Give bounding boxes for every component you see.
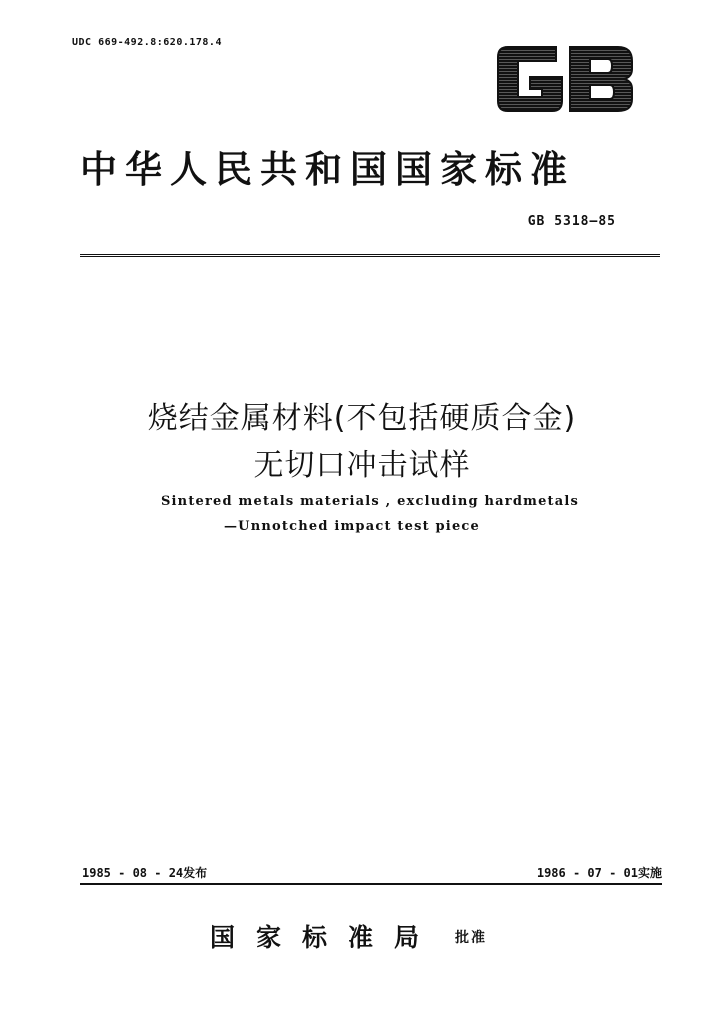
gb-logo	[494, 43, 636, 115]
issue-date: 1985 - 08 - 24发布	[82, 866, 208, 880]
gb-logo-graphic	[494, 43, 636, 115]
udc-code: UDC 669-492.8:620.178.4	[72, 37, 222, 48]
approval-label: 批准	[455, 930, 487, 946]
english-title-line-1: Sintered metals materials , excluding hardmetals	[160, 494, 580, 509]
chinese-title-line-2: 无切口冲击试样	[253, 448, 471, 483]
chinese-title-line-1: 烧结金属材料(不包括硬质合金)	[147, 401, 577, 436]
standard-number: GB 5318—85	[527, 214, 616, 229]
implementation-date: 1986 - 07 - 01实施	[536, 866, 662, 880]
english-title-line-2: —Unnotched impact test piece	[223, 519, 481, 534]
header-divider	[80, 254, 660, 257]
approving-authority: 国家标准局	[210, 923, 441, 952]
national-standard-title: 中华人民共和国国家标准	[80, 147, 575, 191]
footer-divider	[80, 883, 662, 885]
